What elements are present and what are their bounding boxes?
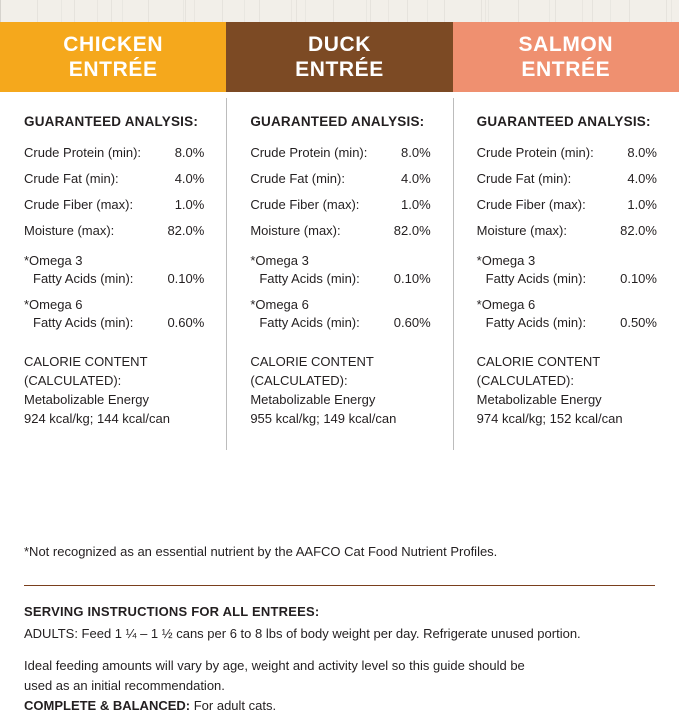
calorie-content-block	[477, 352, 657, 428]
analysis-row-label: Crude Fiber (max):	[476, 197, 586, 212]
analysis-row	[250, 166, 430, 192]
analysis-row-label: Moisture (max):	[476, 223, 567, 238]
calorie-title-line1: CALORIE CONTENT	[476, 354, 601, 369]
analysis-row-label: Crude Protein (min):	[24, 145, 142, 160]
serving-guide-line1: Ideal feeding amounts will vary by age, weight and activity level so this guide should be	[24, 658, 525, 673]
guaranteed-analysis-title: GUARANTEED ANALYSIS:	[24, 114, 199, 129]
analysis-row-value: 82.0%	[620, 223, 657, 238]
calorie-energy-label: Metabolizable Energy	[250, 392, 376, 407]
entree-header-duck-line2: ENTRÉE	[295, 58, 384, 81]
guaranteed-analysis-title: GUARANTEED ANALYSIS:	[476, 114, 651, 129]
omega-3-sublabel: Fatty Acids (min):	[485, 271, 587, 286]
analysis-row	[24, 218, 204, 244]
analysis-row	[477, 166, 657, 192]
calorie-title-line2: (CALCULATED):	[476, 373, 574, 388]
analysis-row	[24, 140, 204, 166]
serving-guide-line2: used as an initial recommendation.	[24, 678, 225, 693]
complete-balanced-label: COMPLETE & BALANCED:	[24, 698, 191, 713]
entree-header-salmon-line1: SALMON	[518, 33, 614, 56]
aafco-footnote: *Not recognized as an essential nutrient by the AAFCO Cat Food Nutrient Profiles.	[24, 544, 498, 559]
calorie-title-line1: CALORIE CONTENT	[250, 354, 374, 369]
omega-3-label: *Omega 3	[476, 253, 536, 268]
complete-balanced-value: For adult cats.	[193, 698, 277, 713]
serving-instructions	[24, 602, 664, 716]
entree-header-chicken	[0, 22, 226, 92]
omega-6-block	[250, 296, 430, 332]
analysis-row	[250, 192, 430, 218]
analysis-row-value: 1.0%	[627, 197, 657, 212]
entree-header-duck-line1: DUCK	[307, 33, 372, 56]
calorie-energy-value: 955 kcal/kg; 149 kcal/can	[250, 411, 397, 426]
guaranteed-analysis-title: GUARANTEED ANALYSIS:	[250, 114, 425, 129]
calorie-energy-label: Metabolizable Energy	[24, 392, 150, 407]
calorie-content-block	[24, 352, 204, 428]
omega-3-sublabel: Fatty Acids (min):	[33, 271, 134, 286]
analysis-row-label: Crude Fat (min):	[476, 171, 572, 186]
omega-3-value: 0.10%	[620, 271, 657, 286]
analysis-row-value: 82.0%	[167, 223, 205, 238]
calorie-content-block	[250, 352, 430, 428]
entree-header-chicken-line1: CHICKEN	[63, 33, 164, 56]
analysis-row-value: 4.0%	[174, 171, 205, 186]
entree-header-salmon-line2: ENTRÉE	[521, 58, 611, 81]
omega-6-sublabel: Fatty Acids (min):	[259, 315, 360, 330]
analysis-column-chicken	[0, 92, 226, 428]
entree-header-row	[0, 22, 679, 92]
omega-3-label: *Omega 3	[24, 253, 83, 268]
omega-3-value: 0.10%	[167, 271, 205, 286]
serving-adults-text: ADULTS: Feed 1 ¼ – 1 ½ cans per 6 to 8 lbs of body weight per day. Refrigerate unused portion.	[24, 626, 581, 641]
analysis-columns	[0, 92, 679, 428]
calorie-energy-value: 974 kcal/kg; 152 kcal/can	[476, 411, 623, 426]
omega-3-value: 0.10%	[393, 271, 431, 286]
omega-6-value: 0.50%	[620, 315, 657, 330]
omega-6-block	[24, 296, 204, 332]
calorie-title-line2: (CALCULATED):	[250, 373, 348, 388]
analysis-row-label: Crude Fat (min):	[24, 171, 119, 186]
entree-header-duck	[226, 22, 452, 92]
analysis-row-value: 4.0%	[627, 171, 657, 186]
analysis-row-value: 8.0%	[174, 145, 205, 160]
analysis-row	[477, 192, 657, 218]
analysis-row-value: 8.0%	[627, 145, 657, 160]
calorie-title-line2: (CALCULATED):	[24, 373, 122, 388]
analysis-column-duck	[226, 92, 452, 428]
analysis-row	[477, 218, 657, 244]
complete-balanced-row	[24, 696, 664, 716]
calorie-title-line1: CALORIE CONTENT	[24, 354, 148, 369]
analysis-row-label: Moisture (max):	[24, 223, 115, 238]
entree-header-chicken-line2: ENTRÉE	[68, 58, 158, 81]
analysis-row	[250, 140, 430, 166]
serving-instructions-title: SERVING INSTRUCTIONS FOR ALL ENTREES:	[24, 604, 320, 619]
entree-header-salmon	[453, 22, 679, 92]
analysis-row-label: Crude Protein (min):	[250, 145, 368, 160]
omega-6-label: *Omega 6	[250, 297, 309, 312]
omega-6-sublabel: Fatty Acids (min):	[485, 315, 587, 330]
analysis-row-value: 1.0%	[174, 197, 205, 212]
analysis-row-value: 4.0%	[401, 171, 431, 186]
analysis-row-label: Crude Fiber (max):	[24, 197, 134, 212]
omega-3-label: *Omega 3	[250, 253, 309, 268]
analysis-row	[477, 140, 657, 166]
omega-6-value: 0.60%	[167, 315, 205, 330]
omega-6-sublabel: Fatty Acids (min):	[33, 315, 134, 330]
analysis-column-salmon	[453, 92, 679, 428]
analysis-row-label: Crude Fat (min):	[250, 171, 345, 186]
analysis-row-value: 8.0%	[401, 145, 431, 160]
analysis-row-label: Crude Protein (min):	[476, 145, 594, 160]
section-divider	[24, 585, 655, 586]
omega-6-block	[477, 296, 657, 332]
omega-6-value: 0.60%	[393, 315, 431, 330]
analysis-row-label: Moisture (max):	[250, 223, 341, 238]
omega-3-block	[477, 252, 657, 288]
omega-3-block	[250, 252, 430, 288]
analysis-row	[24, 166, 204, 192]
omega-6-label: *Omega 6	[24, 297, 83, 312]
omega-3-sublabel: Fatty Acids (min):	[259, 271, 360, 286]
calorie-energy-label: Metabolizable Energy	[476, 392, 602, 407]
analysis-row-value: 1.0%	[401, 197, 431, 212]
analysis-row-label: Crude Fiber (max):	[250, 197, 360, 212]
wood-texture-strip	[0, 0, 679, 22]
calorie-energy-value: 924 kcal/kg; 144 kcal/can	[24, 411, 170, 426]
analysis-row	[250, 218, 430, 244]
analysis-row-value: 82.0%	[393, 223, 431, 238]
omega-6-label: *Omega 6	[476, 297, 536, 312]
omega-3-block	[24, 252, 204, 288]
analysis-row	[24, 192, 204, 218]
